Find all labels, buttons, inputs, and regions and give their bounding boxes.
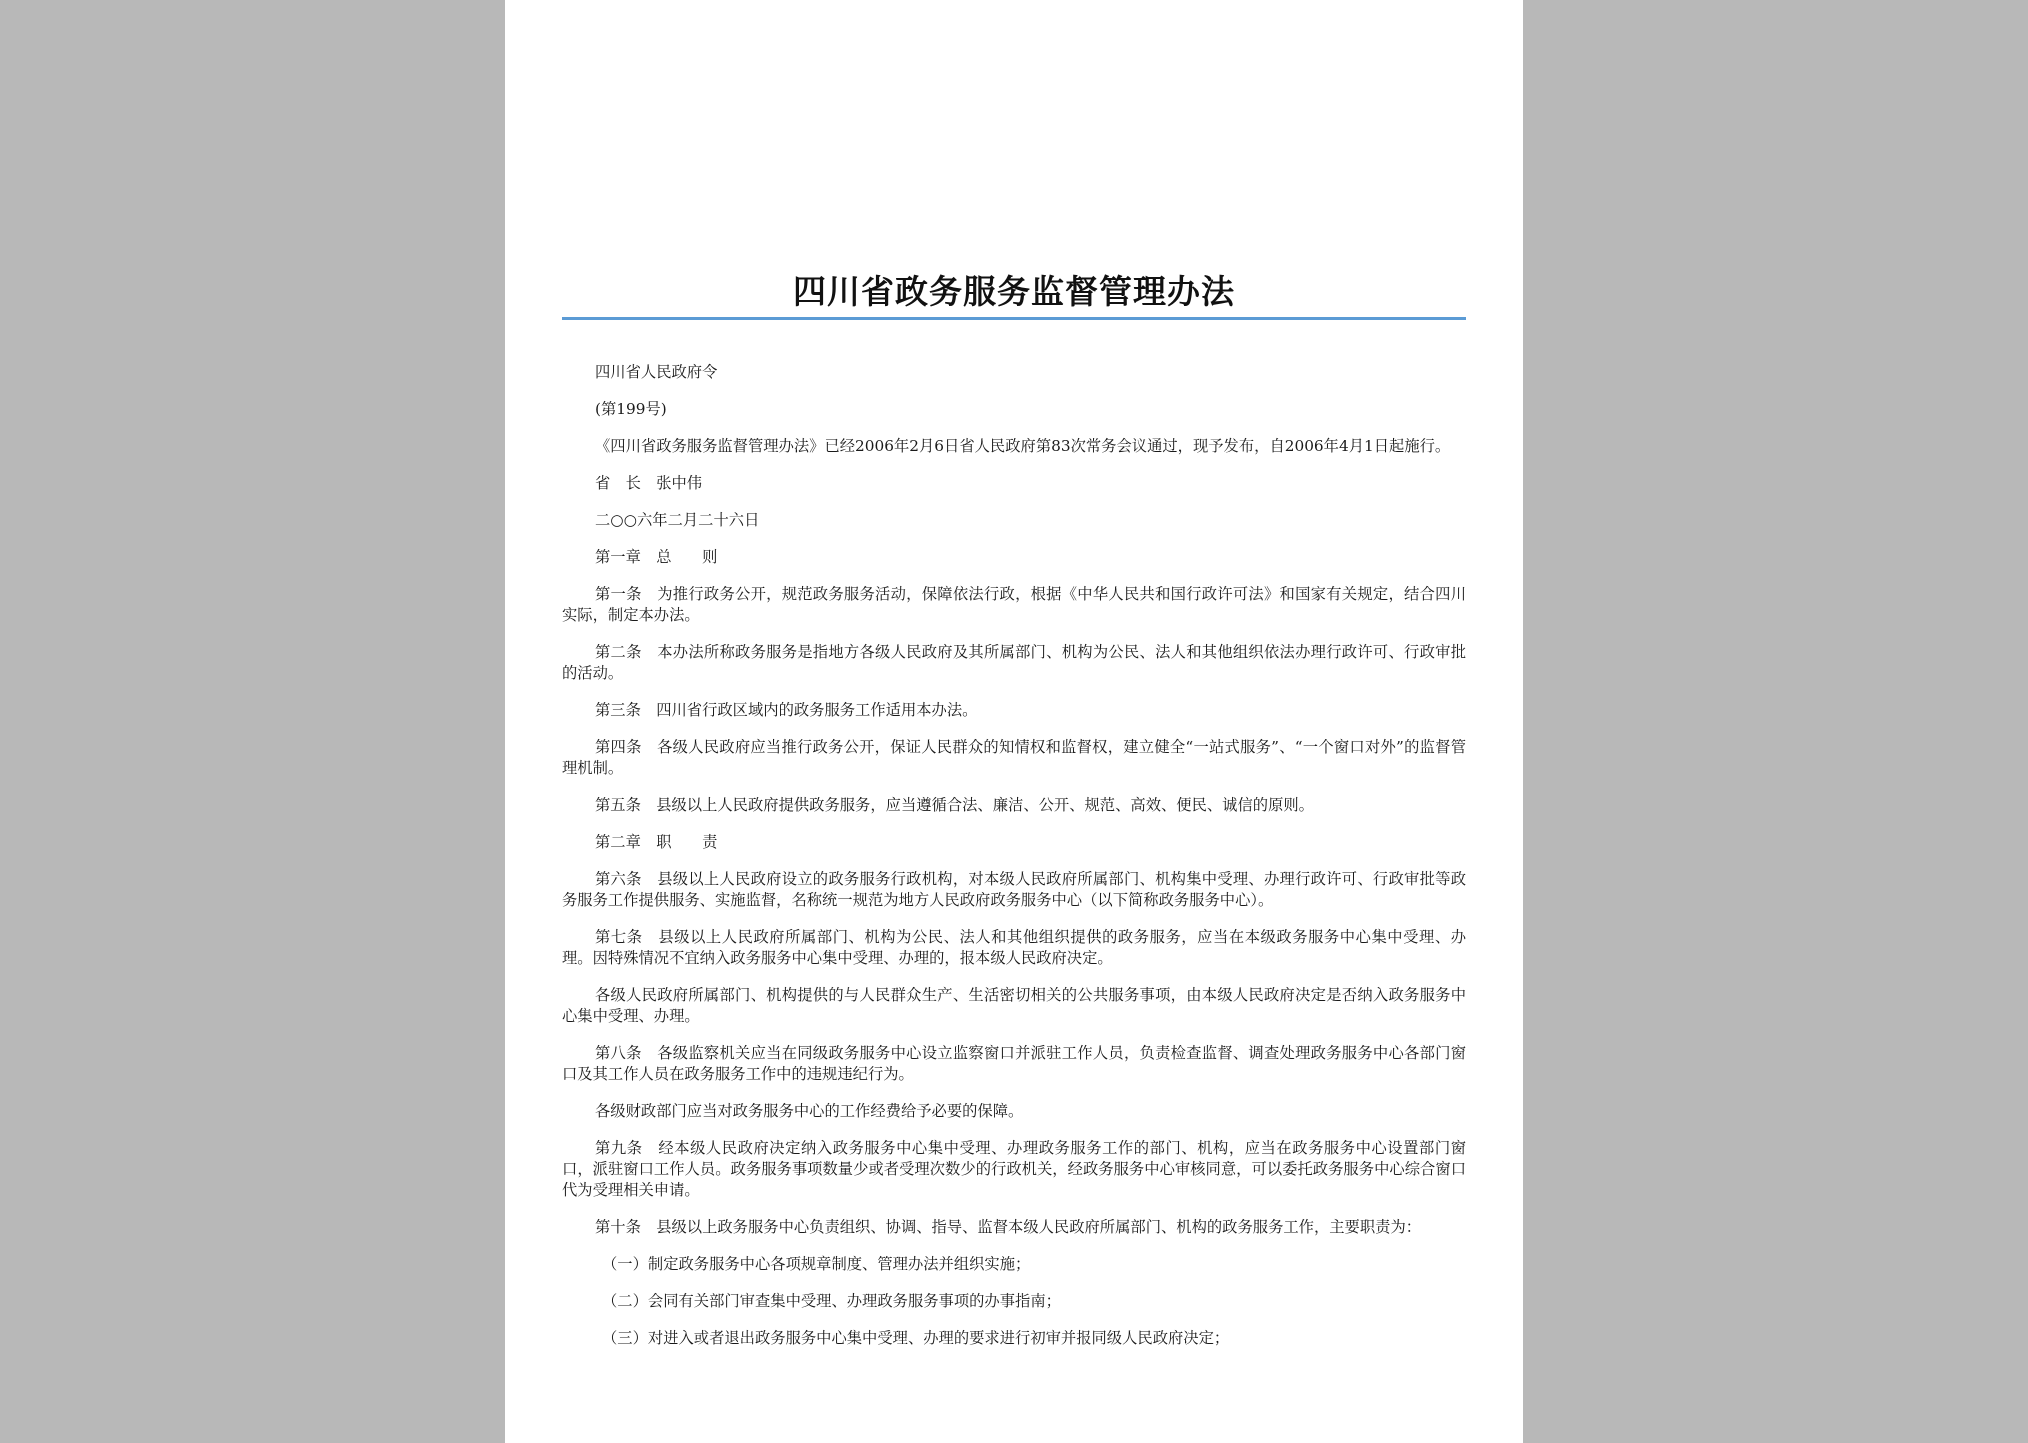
list-item: （一）制定政务服务中心各项规章制度、管理办法并组织实施； (602, 1255, 1031, 1273)
paragraph: 第七条 县级以上人民政府所属部门、机构为公民、法人和其他组织提供的政务服务，应当在本级政务服务中心集中受理、办理。因特殊情况不宜纳入政务服务中心集中受理、办理的，报本级人民政府决定。 (562, 928, 1466, 967)
chapter-heading: 第二章 职 责 (595, 833, 718, 851)
paragraph: 第六条 县级以上人民政府设立的政务服务行政机构，对本级人民政府所属部门、机构集中受理、办理行政许可、行政审批等政务服务工作提供服务、实施监督，名称统一规范为地方人民政府政务服务中心（以下简称政务服务中心）。 (562, 870, 1466, 909)
paragraph: 第一条 为推行政务公开，规范政务服务活动，保障依法行政，根据《中华人民共和国行政许可法》和国家有关规定，结合四川实际，制定本办法。 (562, 585, 1466, 624)
paragraph: 各级人民政府所属部门、机构提供的与人民群众生产、生活密切相关的公共服务事项，由本级人民政府决定是否纳入政务服务中心集中受理、办理。 (562, 986, 1466, 1025)
paragraph: 第三条 四川省行政区域内的政务服务工作适用本办法。 (595, 701, 978, 719)
paragraph: 第十条 县级以上政务服务中心负责组织、协调、指导、监督本级人民政府所属部门、机构的政务服务工作，主要职责为： (595, 1218, 1422, 1236)
paragraph: 《四川省政务服务监督管理办法》已经2006年2月6日省人民政府第83次常务会议通过，现予发布，自2006年4月1日起施行。 (595, 437, 1451, 455)
paragraph: 各级财政部门应当对政务服务中心的工作经费给予必要的保障。 (595, 1102, 1024, 1120)
paragraph: 第九条 经本级人民政府决定纳入政务服务中心集中受理、办理政务服务工作的部门、机构，应当在政务服务中心设置部门窗口，派驻窗口工作人员。政务服务事项数量少或者受理次数少的行政机关，经政务服务中心审核同意，可以委托政务服务中心综合窗口代为受理相关申请。 (562, 1139, 1466, 1199)
paragraph: 四川省人民政府令 (595, 363, 718, 381)
paragraph: 省 长 张中伟 (595, 474, 703, 492)
paragraph: 第五条 县级以上人民政府提供政务服务，应当遵循合法、廉洁、公开、规范、高效、便民、诚信的原则。 (595, 796, 1314, 814)
document-title: 四川省政务服务监督管理办法 (793, 272, 1235, 311)
paragraph: 第四条 各级人民政府应当推行政务公开，保证人民群众的知情权和监督权，建立健全“一站式服务”、“一个窗口对外”的监督管理机制。 (562, 738, 1466, 777)
chapter-heading: 第一章 总 则 (595, 548, 718, 566)
paragraph: 第二条 本办法所称政务服务是指地方各级人民政府及其所属部门、机构为公民、法人和其他组织依法办理行政许可、行政审批的活动。 (562, 643, 1466, 682)
paragraph: 二○○六年二月二十六日 (595, 511, 760, 529)
list-item: （二）会同有关部门审查集中受理、办理政务服务事项的办事指南； (602, 1292, 1061, 1310)
document-body (562, 362, 1466, 1365)
title-underline (562, 317, 1466, 320)
document-page (505, 0, 1523, 1443)
list-item: （三）对进入或者退出政务服务中心集中受理、办理的要求进行初审并报同级人民政府决定； (602, 1329, 1230, 1347)
paragraph: 第八条 各级监察机关应当在同级政务服务中心设立监察窗口并派驻工作人员，负责检查监督、调查处理政务服务中心各部门窗口及其工作人员在政务服务工作中的违规违纪行为。 (562, 1044, 1466, 1083)
paragraph: (第199号) (595, 400, 667, 418)
